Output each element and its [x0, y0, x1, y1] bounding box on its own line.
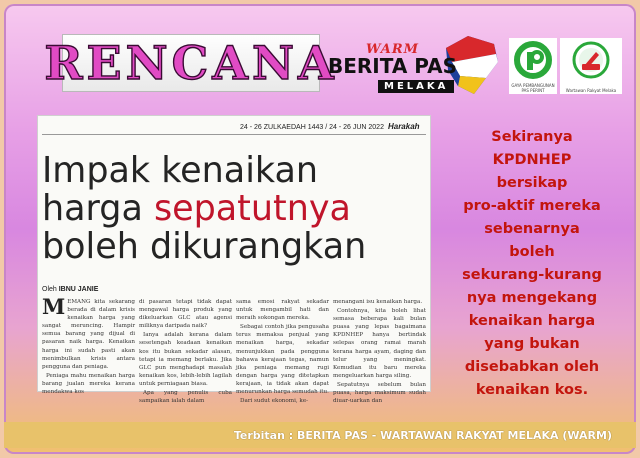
article-column-2 [139, 298, 232, 405]
drop-cap: M [42, 294, 66, 319]
melaka-logo-text: MELAKA [378, 80, 454, 93]
byline-prefix: Oleh [42, 286, 59, 293]
col3-paragraph-2: Sebagai contoh jika pengusaha terus memaksa penjual yang menaikan harga, sekadar menunjukkan pada pengguna bahawa kerajaan tegas, namun jika peniaga memang rugi dengan harga yang ditetapkan kerajaan, ia tidak akan dapat menurunkan harga semudah itu. [236, 324, 329, 396]
article-headline [42, 152, 414, 266]
newspaper-clipping [38, 116, 430, 405]
col2-paragraph-2: Ianya adalah kerana dalam sesetengah keadaan kenaikan kos itu bukan sekadar alasan, tetapi ia memang berlaku. Jika GLC pun menghadapi masalah kenaikan kos, lebih-lebih lagilah untuk perniagaan biasa. [139, 332, 232, 387]
warm-logo-caption: Wartawan Rakyat Melaka [565, 88, 617, 93]
footer-credit: Terbitan : BERITA PAS - WARTAWAN RAKYAT MELAKA (WARM) [233, 428, 612, 442]
quote-line: KPDNHEP [492, 152, 572, 168]
article-column-3 [236, 298, 329, 405]
quote-line: Sekiranya [491, 129, 573, 145]
quote-line: boleh [509, 244, 555, 260]
col3-paragraph-3: Dari sudut ekonomi, ke- [240, 398, 309, 405]
article-body [42, 294, 426, 405]
col3-paragraph-1: sama emosi rakyat sekadar untuk mengambil hati dan meraih sokongan mereka. [236, 299, 329, 322]
quote-line: yang bukan [484, 336, 580, 352]
headline-highlight: sepatutnya [153, 188, 351, 229]
warm-logo-text: WARM [366, 42, 420, 57]
headline-line-1: Impak kenaikan [42, 150, 319, 191]
col4-paragraph-1: menangani isu kenaikan harga. [333, 299, 423, 305]
paper-date-line: 24 - 26 ZULKAEDAH 1443 / 24 - 26 JUN 2022 [240, 124, 384, 131]
byline-author: IBNU JANIE [58, 286, 99, 293]
quote-line: disebabkan oleh [464, 359, 600, 375]
quote-line: kenaikan kos. [475, 382, 589, 398]
paper-header [240, 122, 420, 131]
col2-paragraph-1: di pasaran tetapi tidak dapat mengawal harga produk yang dikeluarkan GLC atau agensi miliknya daripada naik? [139, 299, 232, 330]
pull-quote [462, 126, 602, 402]
publication-name: Harakah [387, 122, 420, 131]
warm-pen-emblem-icon [560, 38, 622, 84]
col2-paragraph-3: Apa yang penulis cuba sampaikan ialah dalam [139, 390, 232, 405]
publisher-footer [4, 422, 636, 448]
col4-paragraph-2: Contohnya, kita boleh lihat semasa beberapa kali bulan puasa yang lepas bagaimana KPDNHEP hanya bertindak selepas orang ramai marah kerana harga ayam, daging dan telur yang meningkat. Kemudian itu baru mereka mengeluarkan harga siling. [333, 308, 426, 379]
quote-line: sekurang-kurang [462, 267, 602, 283]
col4-paragraph-3: Sepatutnya sebelum bulan puasa, harga maksimum sudah diuar-uarkan dan [333, 381, 426, 405]
berita-pas-logo-text: BERITA PAS [328, 54, 457, 78]
gp-logo-caption: GAYA PEMBANGUNAN PAS PERINT [511, 83, 555, 93]
col1-paragraph-1: EMANG kita sekarang berada di dalam krisis kenaikan harga yang sangat meruncing. Hampir semua barang yang dijual di pasaran naik harga. Kenaikan harga ini sudah pasti akan menimbulkan krisis antara pengguna dan peniaga. [42, 299, 135, 370]
gp-emblem-icon [509, 38, 557, 84]
quote-line: nya mengekang [466, 290, 598, 306]
article-column-4 [333, 298, 426, 405]
poster-frame [4, 4, 636, 454]
banner-title: RENCANA [44, 36, 338, 90]
warm-emblem-logo [560, 38, 622, 94]
berita-pas-melaka-logo [326, 30, 498, 102]
gp-logo [509, 38, 557, 94]
header-rule [42, 134, 426, 135]
quote-line: bersikap [496, 175, 568, 191]
headline-line-2-start: harga [42, 188, 154, 229]
headline-line-3: boleh dikurangkan [42, 226, 367, 267]
headline-line-2 [42, 190, 414, 228]
quote-line: pro-aktif mereka [463, 198, 601, 214]
quote-line: kenaikan harga [468, 313, 596, 329]
quote-line: sebenarnya [484, 221, 580, 237]
byline [42, 286, 98, 293]
rencana-banner [44, 34, 338, 92]
col1-paragraph-2: Peniaga mahu menaikan harga barang jualan mereka kerana mendakwa kos [42, 372, 135, 396]
article-column-1 [42, 294, 135, 396]
